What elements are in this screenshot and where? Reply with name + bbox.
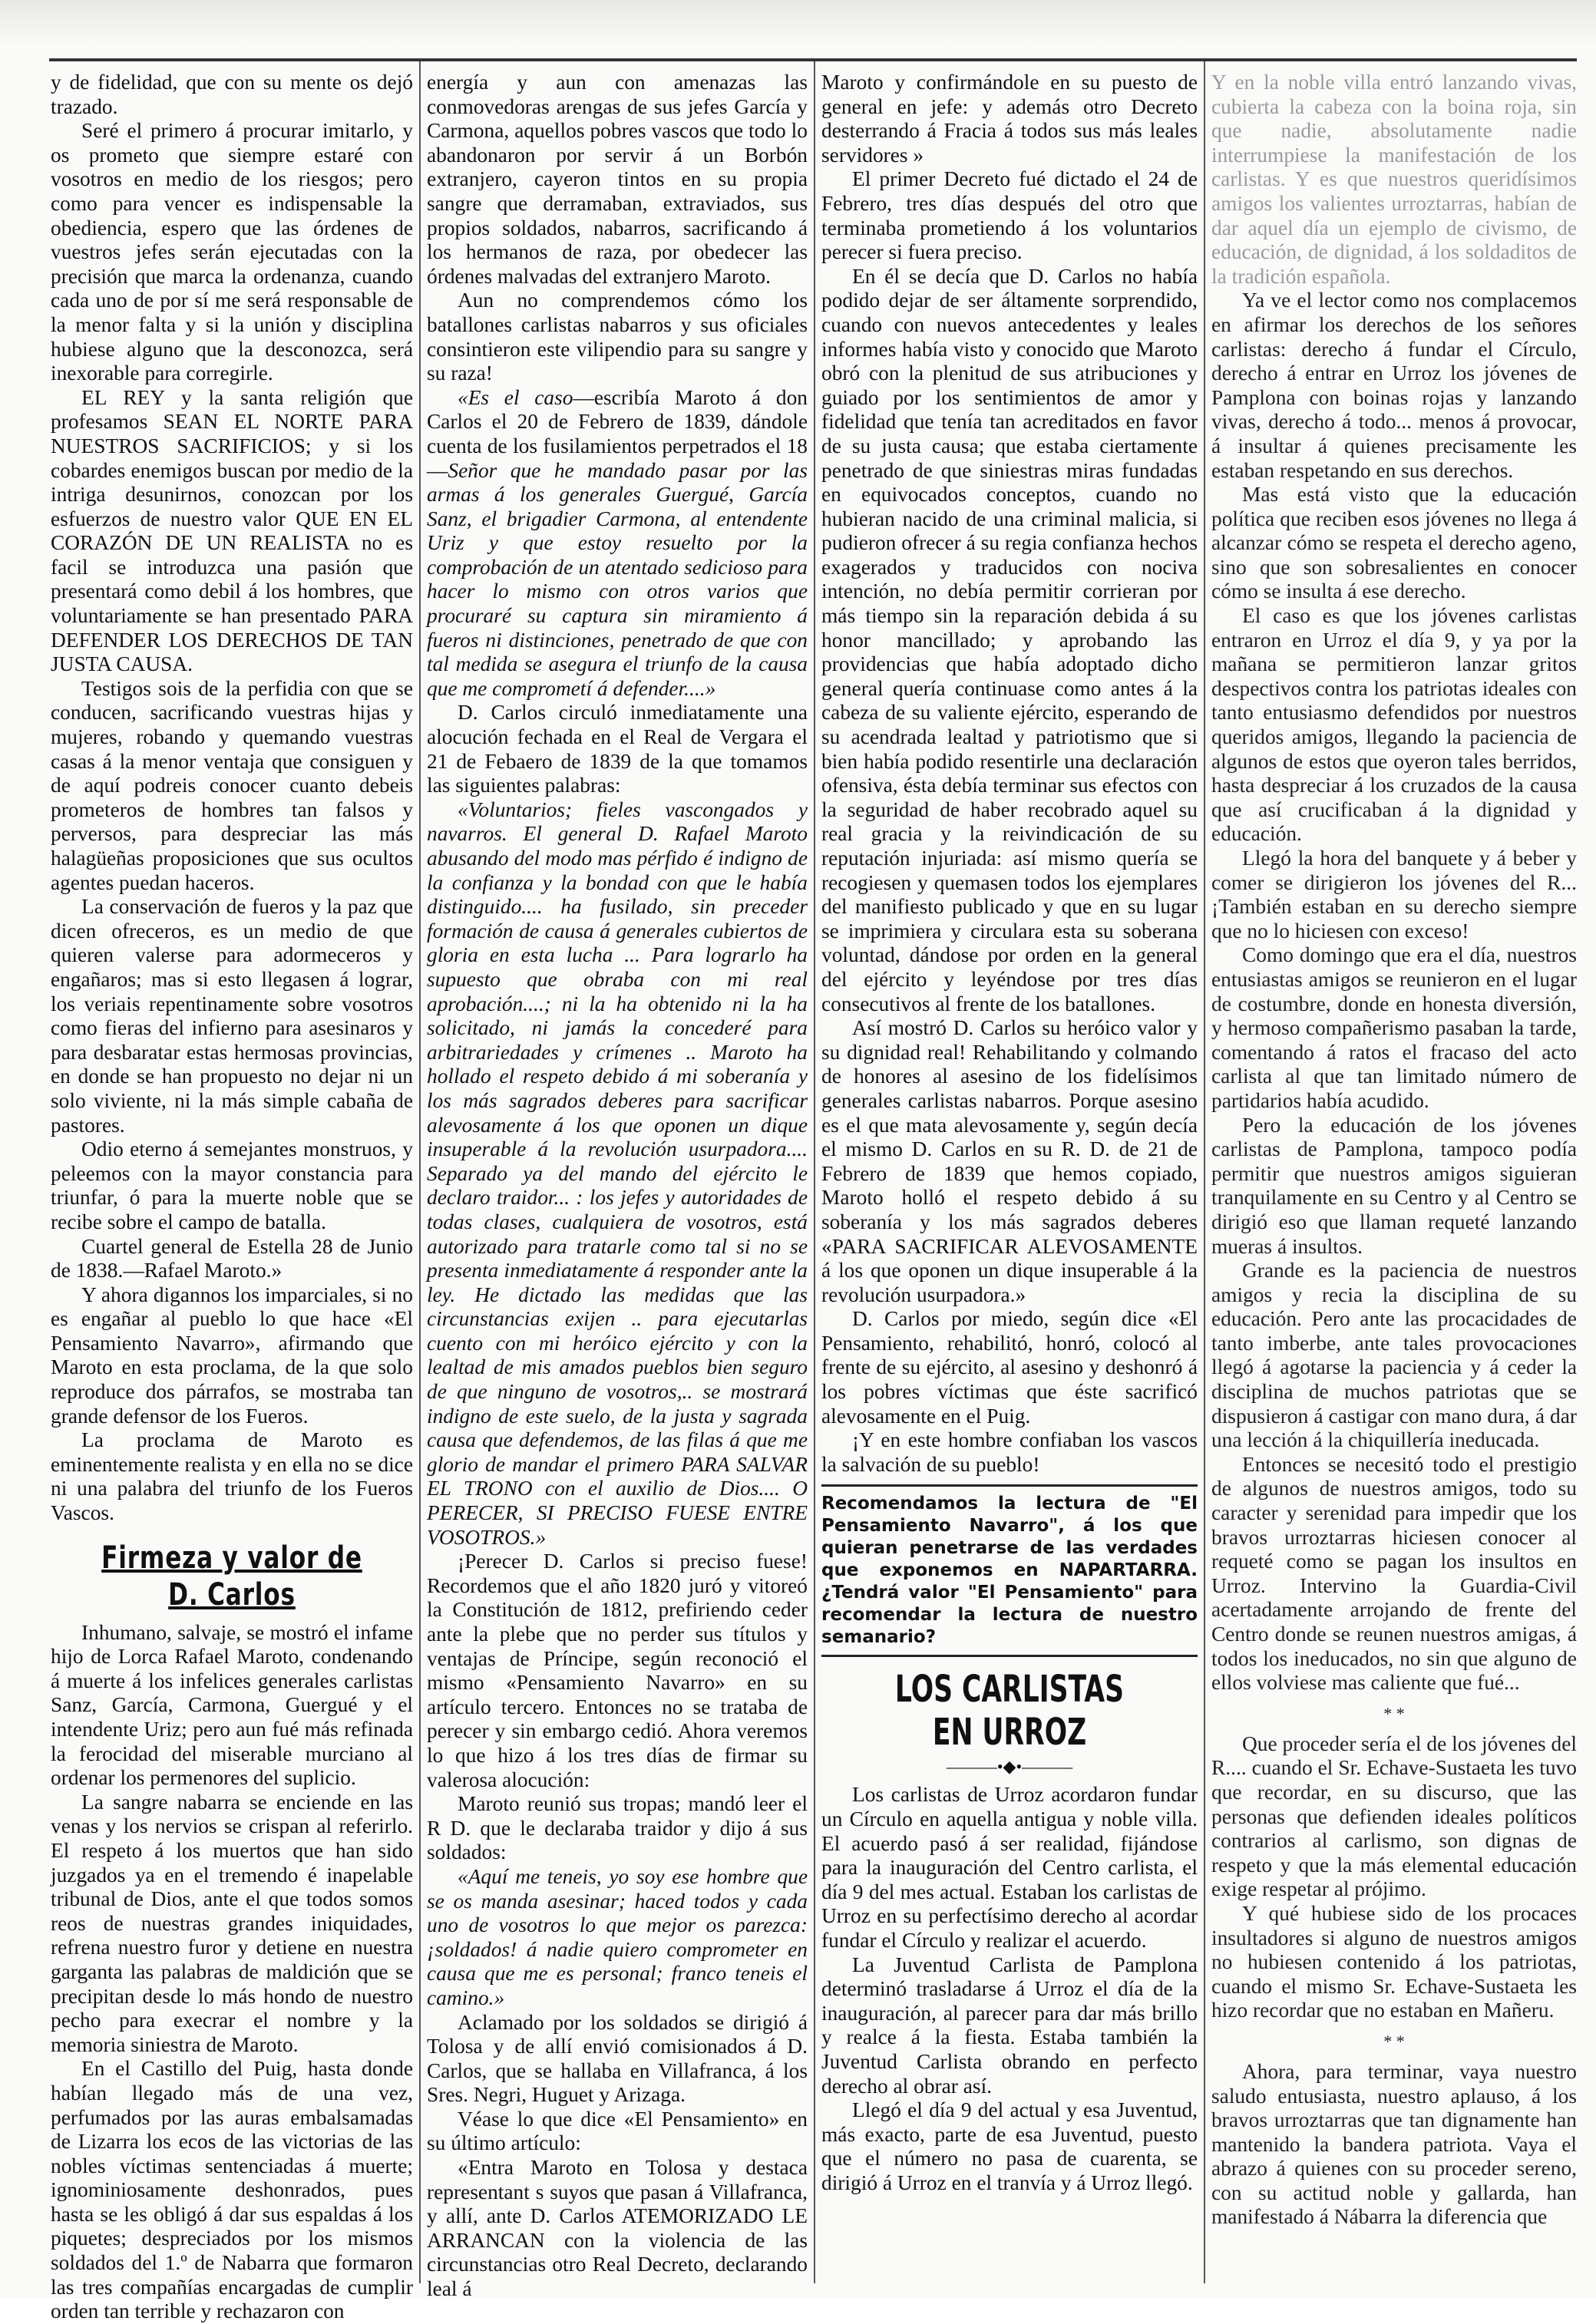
column-rule — [814, 61, 815, 2283]
paragraph: Maroto reunió sus tropas; mandó leer el R D. que le declaraba traidor y dijo á sus soldados: — [427, 1792, 808, 1864]
paragraph: Y en la noble villa entró lanzando vivas, cubierta la cabeza con la boina roja, sin que nadie, absolutamente nadie interrumpiese la manifestación de los carlistas. Y es que nuestros queridísimos amigos los valientes urroztarras, habían de dar aquel día un ejemplo de civismo, de educación, de dignidad, á los soldaditos de la tradición española. — [1211, 71, 1577, 288]
paragraph: Así mostró D. Carlos su heróico valor y su dignidad real! Rehabilitando y colmando de honores al asesino de los fidelísimos generales carlistas nabarros. Porque asesino es el que mata alevosamente y, según decía el mismo D. Carlos en su R. D. de 21 de Febrero de 1839 que hemos copiado, Maroto holló el respeto debido á su soberanía y los más sagrados deberes «PARA SACRIFICAR ALEVOSAMENTE á los que oponen un dique insuperable á la revolución usurpadora.» — [821, 1016, 1198, 1306]
quote-start: «Es el caso — [458, 385, 573, 409]
paragraph: El caso es que los jóvenes carlistas entraron en Urroz el día 9, y ya por la mañana se permitieron lanzar gritos despectivos contra los patriotas ideales con tanto entusiasmo defendidos por nuestros queridos amigos, llegando la paciencia de algunos de estos que oyeron tales berridos, hasta despreciar á los cruzados de la causa que así crucificaban á la dignidad y educación. — [1211, 604, 1577, 846]
paragraph: Seré el primero á procurar imitarlo, y os prometo que siempre estaré con vosotros en medio de los riesgos; pero como para vencer es indispensable la obediencia, espero que las órdenes de vuestros jefes serán ejecutadas con la precisión que marca la ordenanza, cuando cada uno de por sí me será responsable de la menor falta y si la unión y disciplina hubiese alguno que la desconozca, será inexorable para corregirle. — [51, 119, 413, 385]
column-2 — [427, 71, 808, 2301]
paragraph: y de fidelidad, que con su mente os dejó trazado. — [51, 71, 413, 118]
paragraph: Véase lo que dice «El Pensamiento» en su último artículo: — [427, 2107, 808, 2155]
notice-box: Recomendamos la lectura de "El Pensamiento Navarro", á los que quieran penetrarse de las verdades que exponemos en NAPARTARRA. ¿Tendrá valor "El Pensamiento" para recomendar la lectura de nuestro semanario? — [821, 1484, 1198, 1657]
paragraph: «Entra Maroto en Tolosa y destaca representant s suyos que pasan á Villafranca, y allí, ante D. Carlos ATEMORIZADO LE ARRANCAN con la violencia de las circunstancias otro Real Decreto, declarando leal á — [427, 2156, 808, 2301]
quote-attribution: —escribía Maroto á don Carlos el 20 de Febrero de 1839, dándole cuenta de los fusilamientos perpetrados el 18— — [427, 385, 808, 482]
paragraph: ¡Perecer D. Carlos si preciso fuese! Recordemos que el año 1820 juró y vitoreó la Constitución de 1812, prefiriendo ceder ante la plebe que no perder sus títulos y ventajas de Príncipe, según reconoció el mismo «Pensamiento Navarro» en su artículo tercero. Entonces no se trataba de perecer y sin embargo cedió. Ahora veremos lo que hizo á los tres días de firmar su valerosa alocución: — [427, 1550, 808, 1791]
paragraph: La conservación de fueros y la paz que dicen ofreceros, es un medio de que quieren valerse para adormeceros y engañaros; mas si esto llegasen á lograr, los veriais repentinamente sobre vosotros como fieras del infierno para asesinaros y para desbaratar estas hermosas provincias, en donde se han propuesto no dejar ni un solo viviente, ni la más simple cabaña de pastores. — [51, 895, 413, 1137]
paragraph — [427, 386, 808, 701]
paragraph: Aclamado por los soldados se dirigió á Tolosa y de allí envió comisionados á D. Carlos, que se hallaba en Villafranca, á los Sres. Negri, Huguet y Arizaga. — [427, 2010, 808, 2107]
paragraph: D. Carlos por miedo, según dice «El Pensamiento, rehabilitó, honró, colocó al frente de su ejército, al asesino y deshonró á los pobres víctimas que éste sacrificó alevosamente en el Puig. — [821, 1307, 1198, 1428]
paragraph: La sangre nabarra se enciende en las venas y los nervios se crispan al referirlo. El respeto á los muertos que han sido juzgados ya en el tremendo é inapelable tribunal de Dios, ante el que todos somos reos de nuestras grandes iniquidades, refrena nuestro furor y detiene en nuestra garganta las palabras de maldición que se precipitan desde lo más hondo de nuestro pecho para execrar el nombre y la memoria siniestra de Maroto. — [51, 1790, 413, 2056]
ornament-divider: ———•◆•——— — [946, 1757, 1073, 1777]
paragraph: Mas está visto que la educación política que reciben esos jóvenes no llega á alcanzar cómo se respeta el derecho ageno, sino que son sobresalientes en conocer cómo se insulta á ese derecho. — [1211, 483, 1577, 603]
paragraph: Testigos sois de la perfidia con que se conducen, sacrificando vuestras hijas y mujeres, robando y quemando vuestras casas á la menor ventaja que consiguen y de aquí podreis conocer cuanto debeis prometeros de hombres tan falsos y perversos, para despreciar las más halagüeñas proposiciones que sus ocultos agentes puedan haceros. — [51, 676, 413, 894]
paragraph: Los carlistas de Urroz acordaron fundar un Círculo en aquella antigua y noble villa. El acuerdo pasó á ser realidad, fijándose para la inauguración del Centro carlista, el día 9 del mes actual. Estaban los carlistas de Urroz en su perfectísimo derecho al acordar fundar el Círculo y realizar el acuerdo. — [821, 1783, 1198, 1952]
column-rule — [1204, 61, 1205, 2283]
paragraph: Aun no comprendemos cómo los batallones carlistas nabarros y sus oficiales consintieron este vilipendio para su sangre y su raza! — [427, 289, 808, 385]
article-title: LOS CARLISTAS EN URROZ — [894, 1668, 1125, 1755]
paragraph: Odio eterno á semejantes monstruos, y peleemos con la mayor constancia para triunfar, ó para la muerte noble que se recibe sobre el campo de batalla. — [51, 1137, 413, 1233]
paragraph: energía y aun con amenazas las conmovedoras arengas de sus jefes García y Carmona, aquellos pobres vascos que todo lo abandonaron por servir á un Borbón extranjero, cayeron tintos en su propia sangre que derramaban, extraviados, sus propios soldados, nabarros, sacrificando á los hermanos de raza, por obedecer las órdenes malvadas del extranjero Maroto. — [427, 71, 808, 288]
paragraph: Cuartel general de Estella 28 de Junio de 1838.—Rafael Maroto.» — [51, 1234, 413, 1282]
paragraph: Llegó el día 9 del actual y esa Juventud, más exacto, parte de esa Juventud, puesto que el número no pasa de cuarenta, se dirigió á Urroz en el tranvía y á Urroz llegó. — [821, 2098, 1198, 2194]
paragraph: ¡Y en este hombre confiaban los vascos la salvación de su pueblo! — [821, 1428, 1198, 1476]
paragraph: Grande es la paciencia de nuestros amigos y recia la disciplina de su educación. Pero ante las procacidades de tanto imberbe, ante tales provocaciones llegó á agotarse la paciencia y á ceder la disciplina de muchos patriotas que se dispusieron á castigar con mano dura, á dar una lección á la chiquillería ineducada. — [1211, 1259, 1577, 1452]
paragraph: La proclama de Maroto es eminentemente realista y en ella no se dice ni una palabra del triunfo de los Fueros Vascos. — [51, 1428, 413, 1525]
paragraph: En él se decía que D. Carlos no había podido dejar de ser áltamente sorprendido, cuando con nuevos antecedentes y leales informes había visto y conocido que Maroto obró con la plenitud de sus atribuciones y guiado por los sentimientos de amor y fidelidad que tenía tan acreditados en favor de su justa causa; que estaba ciertamente penetrado de que siniestras miras fundadas en equivocados conceptos, cuando no hubieran nacido de una criminal malicia, si pudieron ofrecer á su regia confianza hechos exagerados y traducidos con nociva intención, no debía permitir corrieran por más tiempo sin la reparación debida á su honor mancillado; y aprobando las providencias que había adoptado dicho general quería continuase como antes á la cabeza de su valiente ejército, esperando de su acendrada lealtad y patriotismo que si bien había podido resentirle una declaración ofensiva, ésta debía terminar sus efectos con la seguridad de haber recobrado aquel su real gracia y la reivindicación de su reputación injuriada: así mismo quería se recogiesen y quemasen todos los ejemplares del manifiesto publicado y que en su lugar se imprimiera y circulara esta su soberana voluntad, dándose por orden en la general del ejército y leyéndose por tres días consecutivos al frente de los batallones. — [821, 264, 1198, 1015]
paragraph: EL REY y la santa religión que profesamos SEAN EL NORTE PARA NUESTROS SACRIFICIOS; y si los cobardes enemigos buscan por medio de la intriga desunirnos, conozcan por los esfuerzos de nuestro valor QUE EN EL CORAZÓN DE UN REALISTA no es facil se introduzca una pasión que presentará como debil á los hombres, que voluntariamente se han presentado PARA DEFENDER LOS DERECHOS DE TAN JUSTA CAUSA. — [51, 385, 413, 676]
paragraph: Que proceder sería el de los jóvenes del R.... cuando el Sr. Echave-Sustaeta les tuvo que recordar, en su discurso, que las personas que defienden ideales políticos contrarios al carlismo, son dignas de respeto y que la más elemental educación exige respetar al prójimo. — [1211, 1731, 1577, 1901]
quotation: «Aquí me teneis, yo soy ese hombre que se os manda asesinar; haced todos y cada uno de vosotros lo que mejor os parezca: ¡soldados! á nadie quiero comprometer en causa que me es personal; franco teneis el camino.» — [427, 1864, 808, 2009]
paragraph: Y qué hubiese sido de los procaces insultadores si alguno de nuestros amigos no hubiesen contenido á los patriotas, cuando el mismo Sr. Echave-Sustaeta les hizo recordar que no estaban en Mañeru. — [1211, 1901, 1577, 2022]
section-title: Firmeza y valor de D. Carlos — [101, 1540, 362, 1613]
paragraph: Y ahora digannos los imparciales, si no es engañar al pueblo lo que hace «El Pensamiento Navarro», afirmando que Maroto en esta proclama, de la que solo reproduce dos párrafos, se mostraba tan grande defensor de los Fueros. — [51, 1282, 413, 1428]
paragraph: Pero la educación de los jóvenes carlistas de Pamplona, tampoco podía permitir que nuestros amigos siguieran tranquilamente en su Centro y al Centro se dirigió eso que llaman requeté lanzando mueras á insultos. — [1211, 1113, 1577, 1258]
paragraph: Llegó la hora del banquete y á beber y comer se dirigieron los jóvenes del R... ¡También estaban en su derecho siempre que no lo hiciesen con exceso! — [1211, 847, 1577, 942]
column-4 — [1211, 71, 1577, 2293]
top-rule — [49, 58, 1577, 61]
column-rule — [419, 61, 421, 2283]
quote-text: Señor que he mandado pasar por las armas á los generales Guergué, García Sanz, el brigadier Carmona, al entendente Uriz y que estoy resuelto por la comprobación de un atentado sedicioso para hacer lo mismo con otros varios que procuraré su captura sin miramiento á fueros ni distinciones, penetrado de que con tal medida se asegura el triunfo de la causa que me comprometí á defender....» — [427, 458, 808, 700]
paragraph: En el Castillo del Puig, hasta donde habían llegado más de una vez, perfumados por las auras embalsamadas de Lizarra los ecos de las victorias de las nobles víctimas sentenciadas á muerte; ignominiosamente deshonrados, pues hasta se les obligó á dar sus espaldas á los piquetes; despreciados por los mismos soldados del 1.º de Nabarra que formaron las tres compañías encargadas de cumplir orden tan terrible y rechazaron con — [51, 2057, 413, 2323]
column-1 — [51, 71, 413, 2323]
scan-top-edge — [0, 0, 1596, 46]
paragraph: Ya ve el lector como nos complacemos en afirmar los derechos de los señores carlistas: derecho á fundar el Círculo, derecho á entrar en Urroz los jóvenes de Pamplona con boinas rojas y lanzando vivas, derecho á todo... menos á provocar, á insultar á quienes precisamente les estaban respetando en sus derechos. — [1211, 289, 1577, 482]
paragraph: El primer Decreto fué dictado el 24 de Febrero, tres días después del otro que terminaba prometiendo á los voluntarios perecer si fuera preciso. — [821, 167, 1198, 264]
column-3 — [821, 71, 1198, 2293]
paragraph: Como domingo que era el día, nuestros entusiastas amigos se reunieron en el lugar de costumbre, donde en honesta diversión, y hermoso compañerismo pasaban la tarde, comentando á ratos el fracaso del acto carlista al que tan limitado número de partidarios había acudido. — [1211, 943, 1577, 1112]
paragraph: La Juventud Carlista de Pamplona determinó trasladarse á Urroz el día de la inauguración, al parecer para dar más brillo y realce á la fiesta. Estaba también la Juventud Carlista obrando en perfecto derecho al obrar así. — [821, 1953, 1198, 2098]
asterism-divider: * * — [1383, 1703, 1405, 1723]
paragraph: Maroto y confirmándole en su puesto de general en jefe: y además otro Decreto desterrando á Fracia á todos sus más leales servidores » — [821, 71, 1198, 167]
quotation: «Voluntarios; fieles vascongados y navarros. El general D. Rafael Maroto abusando del modo mas pérfido é indigno de la confianza y la bondad con que le había distinguido.... ha fusilado, sin preceder formación de causa á generales cubiertos de gloria en esta lucha ... Para lograrlo ha supuesto que obraba con mi real aprobación....; ni la ha obtenido ni la ha solicitado, ni jamás la concederé para arbitrariedades y crímenes .. Maroto ha hollado el respeto debido á mi soberanía y los más sagrados deberes para sacrificar alevosamente á los que oponen un dique insuperable á la revolución usurpadora.... Separado ya del mando del ejército le declaro traidor... : los jefes y autoridades de todas clases, cualquiera de vosotros, está autorizado para tratarle como tal si no se presenta inmediatamente á responder ante la ley. He dictado las medidas que las circunstancias exijen .. para ejecutarlas cuento con mi heróico ejército y con la lealtad de mis amados pueblos bien seguro de que ninguno de vosotros,.. se mostrará indigno de este suelo, de la justa y sagrada causa que defendemos, de las filas á que me glorio de mandar el primero PARA SALVAR EL TRONO con el auxilio de Dios.... O PERECER, SI PRECISO FUESE ENTRE VOSOTROS.» — [427, 797, 808, 1549]
paragraph: Ahora, para terminar, vaya nuestro saludo entusiasta, nuestro aplauso, á los bravos urroztarras que tan dignamente han mantenido la bandera patriota. Vaya el abrazo á quienes con su proceder sereno, con su actitud noble y gallarda, han manifestado á Nábarra la diferencia que — [1211, 2059, 1577, 2229]
paragraph: D. Carlos circuló inmediatamente una alocución fechada en el Real de Vergara el 21 de Febaero de 1839 de la que tomamos las siguientes palabras: — [427, 701, 808, 797]
paragraph: Inhumano, salvaje, se mostró el infame hijo de Lorca Rafael Maroto, condenando á muerte á los infelices generales carlistas Sanz, García, Carmona, Guergué y el intendente Uriz; pero aun fué más refinada la ferocidad del miserable murciano al ordenar los permenores del suplicio. — [51, 1620, 413, 1790]
asterism-divider: * * — [1383, 2031, 1405, 2051]
paragraph: Entonces se necesitó todo el prestigio de algunos de nuestros amigos, todo su caracter y serenidad para impedir que los bravos urroztarras hiciesen conocer al requeté como se pagan los insultos en Urroz. Intervino la Guardia-Civil acertadamente arrojando de frente del Centro donde se reunen nuestros amigas, á todos los ineducados, no sin que alguno de ellos volviese mas caliente que fué... — [1211, 1452, 1577, 1695]
